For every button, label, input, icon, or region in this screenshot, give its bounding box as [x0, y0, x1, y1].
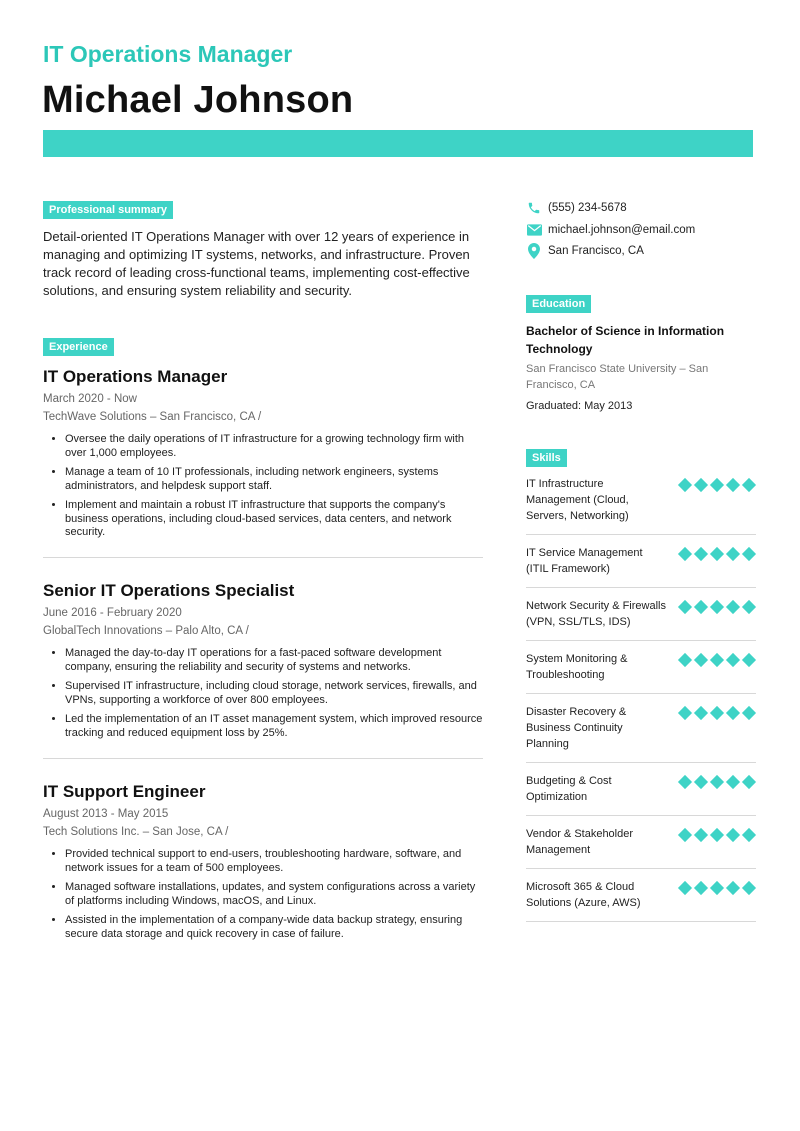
rating-diamond-icon [694, 600, 708, 614]
rating-diamond-icon [742, 653, 756, 667]
rating-diamond-icon [710, 547, 724, 561]
education-school: San Francisco State University – San Francisco, CA [526, 363, 709, 391]
experience-item [43, 782, 483, 947]
rating-diamond-icon [678, 478, 692, 492]
rating-diamond-icon [742, 775, 756, 789]
skill-row [526, 824, 756, 869]
rating-diamond-icon [710, 706, 724, 720]
skill-row [526, 649, 756, 694]
job-bullet: • Assisted in the implementation of a company-wide data backup strategy, ensuring secure data storage and quick recovery in case of failure. [65, 914, 483, 941]
rating-diamond-icon [726, 600, 740, 614]
header-banner [43, 130, 753, 157]
divider [43, 557, 483, 558]
job-bullet: • Manage a team of 10 IT professionals, including network engineers, systems administrators, and helpdesk support staff. [65, 466, 483, 493]
skill-name: Budgeting & Cost Optimization [526, 775, 612, 803]
skills-list [526, 474, 756, 930]
skill-name: IT Service Management (ITIL Framework) [526, 547, 643, 575]
job-bullet: • Led the implementation of an IT asset management system, which improved resource tracking and reduced equipment loss by 25%. [65, 713, 483, 740]
skill-name: IT Infrastructure Management (Cloud, Servers, Networking) [526, 478, 629, 522]
resume-name: Michael Johnson [42, 79, 354, 121]
education-graduated: Graduated: May 2013 [526, 400, 633, 412]
skill-rating [678, 706, 756, 752]
rating-diamond-icon [710, 653, 724, 667]
skill-name: Disaster Recovery & Business Continuity Planning [526, 706, 627, 750]
skill-rating [678, 828, 756, 858]
rating-diamond-icon [742, 828, 756, 842]
rating-diamond-icon [726, 775, 740, 789]
rating-diamond-icon [726, 653, 740, 667]
job-title: IT Support Engineer [43, 782, 206, 801]
skill-row [526, 771, 756, 816]
contact-email-text[interactable]: michael.johnson@email.com [548, 224, 696, 236]
job-title: Senior IT Operations Specialist [43, 581, 295, 600]
job-bullets [43, 848, 483, 941]
contact-email [526, 222, 695, 238]
section-tag-skills: Skills [526, 449, 567, 467]
rating-diamond-icon [678, 547, 692, 561]
skill-rating [678, 775, 756, 805]
job-bullet: • Oversee the daily operations of IT infrastructure for a growing technology firm with over 1,000 employees. [65, 433, 483, 460]
section-tag-summary: Professional summary [43, 201, 173, 219]
rating-diamond-icon [726, 828, 740, 842]
rating-diamond-icon [710, 478, 724, 492]
rating-diamond-icon [742, 706, 756, 720]
phone-icon [526, 200, 542, 216]
rating-diamond-icon [726, 881, 740, 895]
rating-diamond-icon [726, 478, 740, 492]
experience-item [43, 581, 483, 746]
contact-phone [526, 200, 627, 216]
rating-diamond-icon [726, 706, 740, 720]
section-tag-experience: Experience [43, 338, 114, 356]
skill-row [526, 702, 756, 763]
skill-rating [678, 881, 756, 911]
skill-rating [678, 600, 756, 630]
job-bullets [43, 433, 483, 540]
rating-diamond-icon [678, 775, 692, 789]
rating-diamond-icon [694, 881, 708, 895]
rating-diamond-icon [678, 600, 692, 614]
rating-diamond-icon [678, 653, 692, 667]
rating-diamond-icon [678, 706, 692, 720]
rating-diamond-icon [694, 547, 708, 561]
rating-diamond-icon [694, 828, 708, 842]
experience-item [43, 367, 483, 546]
job-company: TechWave Solutions – San Francisco, CA / [43, 411, 262, 423]
skill-name: Network Security & Firewalls (VPN, SSL/TLS, IDS) [526, 600, 666, 628]
rating-diamond-icon [694, 478, 708, 492]
job-bullet: • Implement and maintain a robust IT infrastructure that supports the company's business operations, including cloud-based services, data centers, and network security. [65, 499, 483, 540]
rating-diamond-icon [678, 828, 692, 842]
job-bullet: • Provided technical support to end-users, troubleshooting hardware, software, and network issues for a team of 500 employees. [65, 848, 483, 875]
rating-diamond-icon [694, 775, 708, 789]
summary-text: Detail-oriented IT Operations Manager with over 12 years of experience in managing and optimizing IT systems, networks, and infrastructure. Proven track record of leading cross-functional teams, implementing cost-effective solutions, and ensuring system reliability and security. [43, 229, 470, 298]
skill-rating [678, 547, 756, 577]
job-title: IT Operations Manager [43, 367, 228, 386]
rating-diamond-icon [710, 828, 724, 842]
rating-diamond-icon [710, 600, 724, 614]
skill-rating [678, 653, 756, 683]
contact-phone-text: (555) 234-5678 [548, 202, 627, 214]
rating-diamond-icon [726, 547, 740, 561]
job-dates: March 2020 - Now [43, 393, 137, 405]
divider [43, 758, 483, 759]
job-dates: August 2013 - May 2015 [43, 808, 169, 820]
skill-row [526, 596, 756, 641]
skill-name: System Monitoring & Troubleshooting [526, 653, 628, 681]
contact-location-text: San Francisco, CA [548, 245, 644, 257]
rating-diamond-icon [678, 881, 692, 895]
rating-diamond-icon [710, 775, 724, 789]
section-tag-education: Education [526, 295, 591, 313]
education-degree: Bachelor of Science in Information Technology [526, 324, 725, 356]
skill-row [526, 543, 756, 588]
rating-diamond-icon [742, 478, 756, 492]
location-pin-icon [526, 243, 542, 259]
skill-rating [678, 478, 756, 524]
resume-job-title: IT Operations Manager [43, 41, 293, 67]
job-bullet: • Managed software installations, updates, and system configurations across a variety of platforms including Windows, macOS, and Linux. [65, 881, 483, 908]
rating-diamond-icon [694, 653, 708, 667]
contact-location [526, 243, 644, 259]
job-bullet: • Supervised IT infrastructure, including cloud storage, network services, firewalls, and VPNs, supporting a workforce of over 800 employees. [65, 680, 483, 707]
job-bullet: • Managed the day-to-day IT operations for a fast-paced software development company, ensuring the reliability and security of systems and networks. [65, 647, 483, 674]
job-bullets [43, 647, 483, 740]
rating-diamond-icon [742, 547, 756, 561]
job-company: GlobalTech Innovations – Palo Alto, CA / [43, 625, 249, 637]
rating-diamond-icon [694, 706, 708, 720]
mail-icon [526, 222, 542, 238]
job-dates: June 2016 - February 2020 [43, 607, 182, 619]
rating-diamond-icon [742, 600, 756, 614]
skill-row [526, 474, 756, 535]
skill-row [526, 877, 756, 922]
job-company: Tech Solutions Inc. – San Jose, CA / [43, 826, 229, 838]
rating-diamond-icon [710, 881, 724, 895]
rating-diamond-icon [742, 881, 756, 895]
skill-name: Microsoft 365 & Cloud Solutions (Azure, AWS) [526, 881, 641, 909]
skill-name: Vendor & Stakeholder Management [526, 828, 634, 856]
